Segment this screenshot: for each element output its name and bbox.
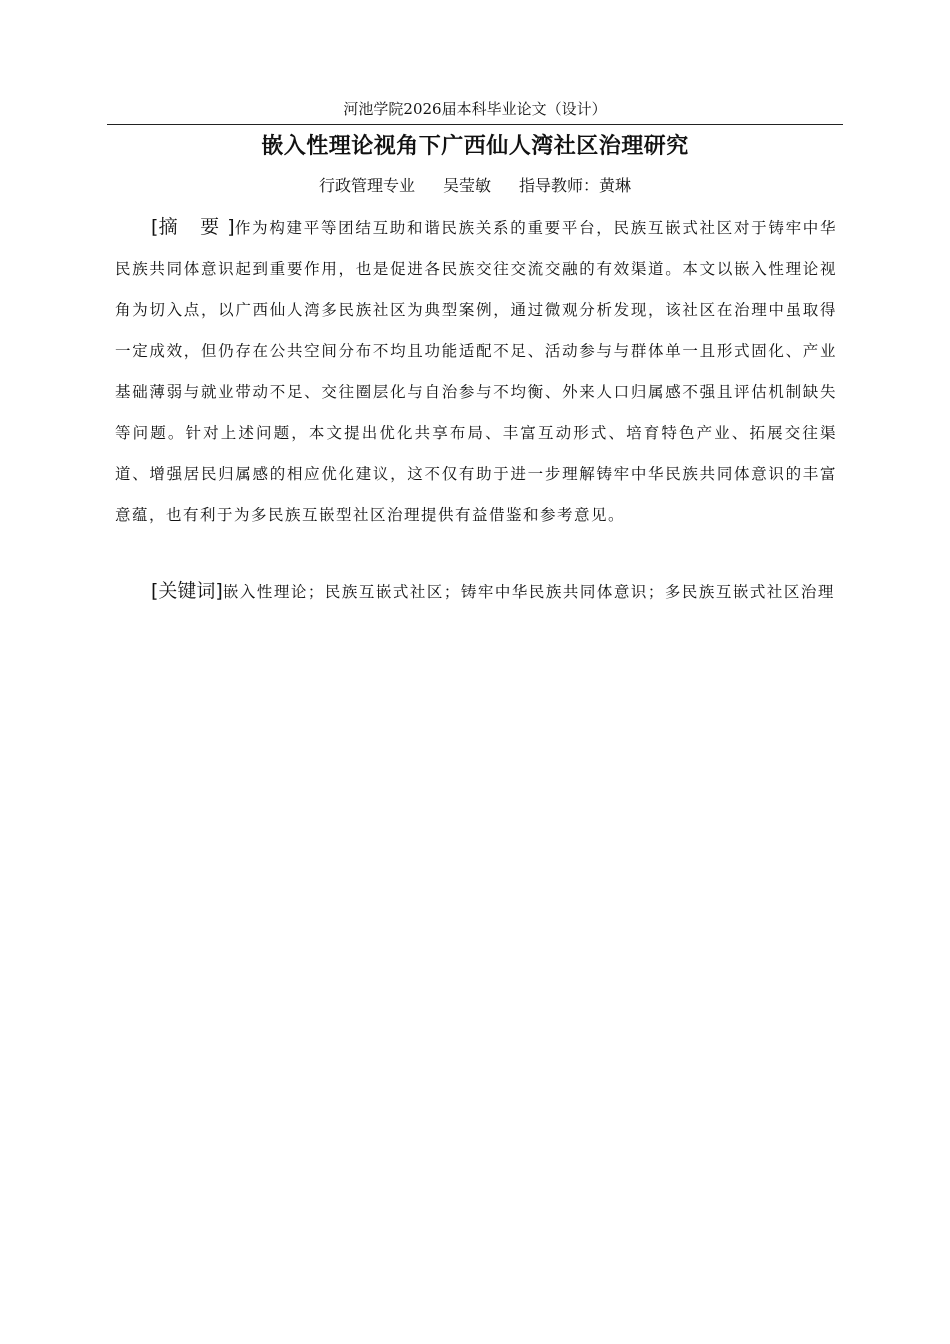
abstract-text: 作为构建平等团结互助和谐民族关系的重要平台，民族互嵌式社区对于铸牢中华民族共同体意识起到重要作用，也是促进各民族交往交流交融的有效渠道。本文以嵌入性理论视角为切入点，以广西仙人湾多民族社区为典型案例，通过微观分析发现，该社区在治理中虽取得一定成效，但仍存在公共空间分布不均且功能适配不足、活动参与与群体单一且形式固化、产业基础薄弱与就业带动不足、交往圈层化与自治参与不均衡、外来人口归属感不强且评估机制缺失等问题。针对上述问题，本文提出优化共享布局、丰富互动形式、培育特色产业、拓展交往渠道、增强居民归属感的相应优化建议，这不仅有助于进一步理解铸牢中华民族共同体意识的丰富意蕴，也有利于为多民族互嵌型社区治理提供有益借鉴和参考意见。 bbox=[115, 219, 837, 524]
byline bbox=[107, 172, 843, 200]
running-header bbox=[107, 96, 843, 125]
keywords-text: 嵌入性理论；民族互嵌式社区；铸牢中华民族共同体意识；多民族互嵌式社区治理 bbox=[222, 583, 835, 601]
keywords-paragraph bbox=[115, 571, 837, 613]
running-header-text: 河池学院2026届本科毕业论文（设计） bbox=[343, 100, 607, 118]
keywords-label: [关键词] bbox=[151, 580, 223, 602]
author-name: 吴莹敏 bbox=[442, 176, 491, 195]
advisor-label: 指导教师：黄琳 bbox=[519, 176, 632, 195]
abstract-label: [摘 要] bbox=[151, 216, 235, 238]
major-label: 行政管理专业 bbox=[318, 176, 415, 195]
abstract-label-text: 摘 要 bbox=[158, 216, 228, 238]
paper-title: 嵌入性理论视角下广西仙人湾社区治理研究 bbox=[261, 134, 689, 159]
abstract-paragraph bbox=[115, 207, 837, 536]
